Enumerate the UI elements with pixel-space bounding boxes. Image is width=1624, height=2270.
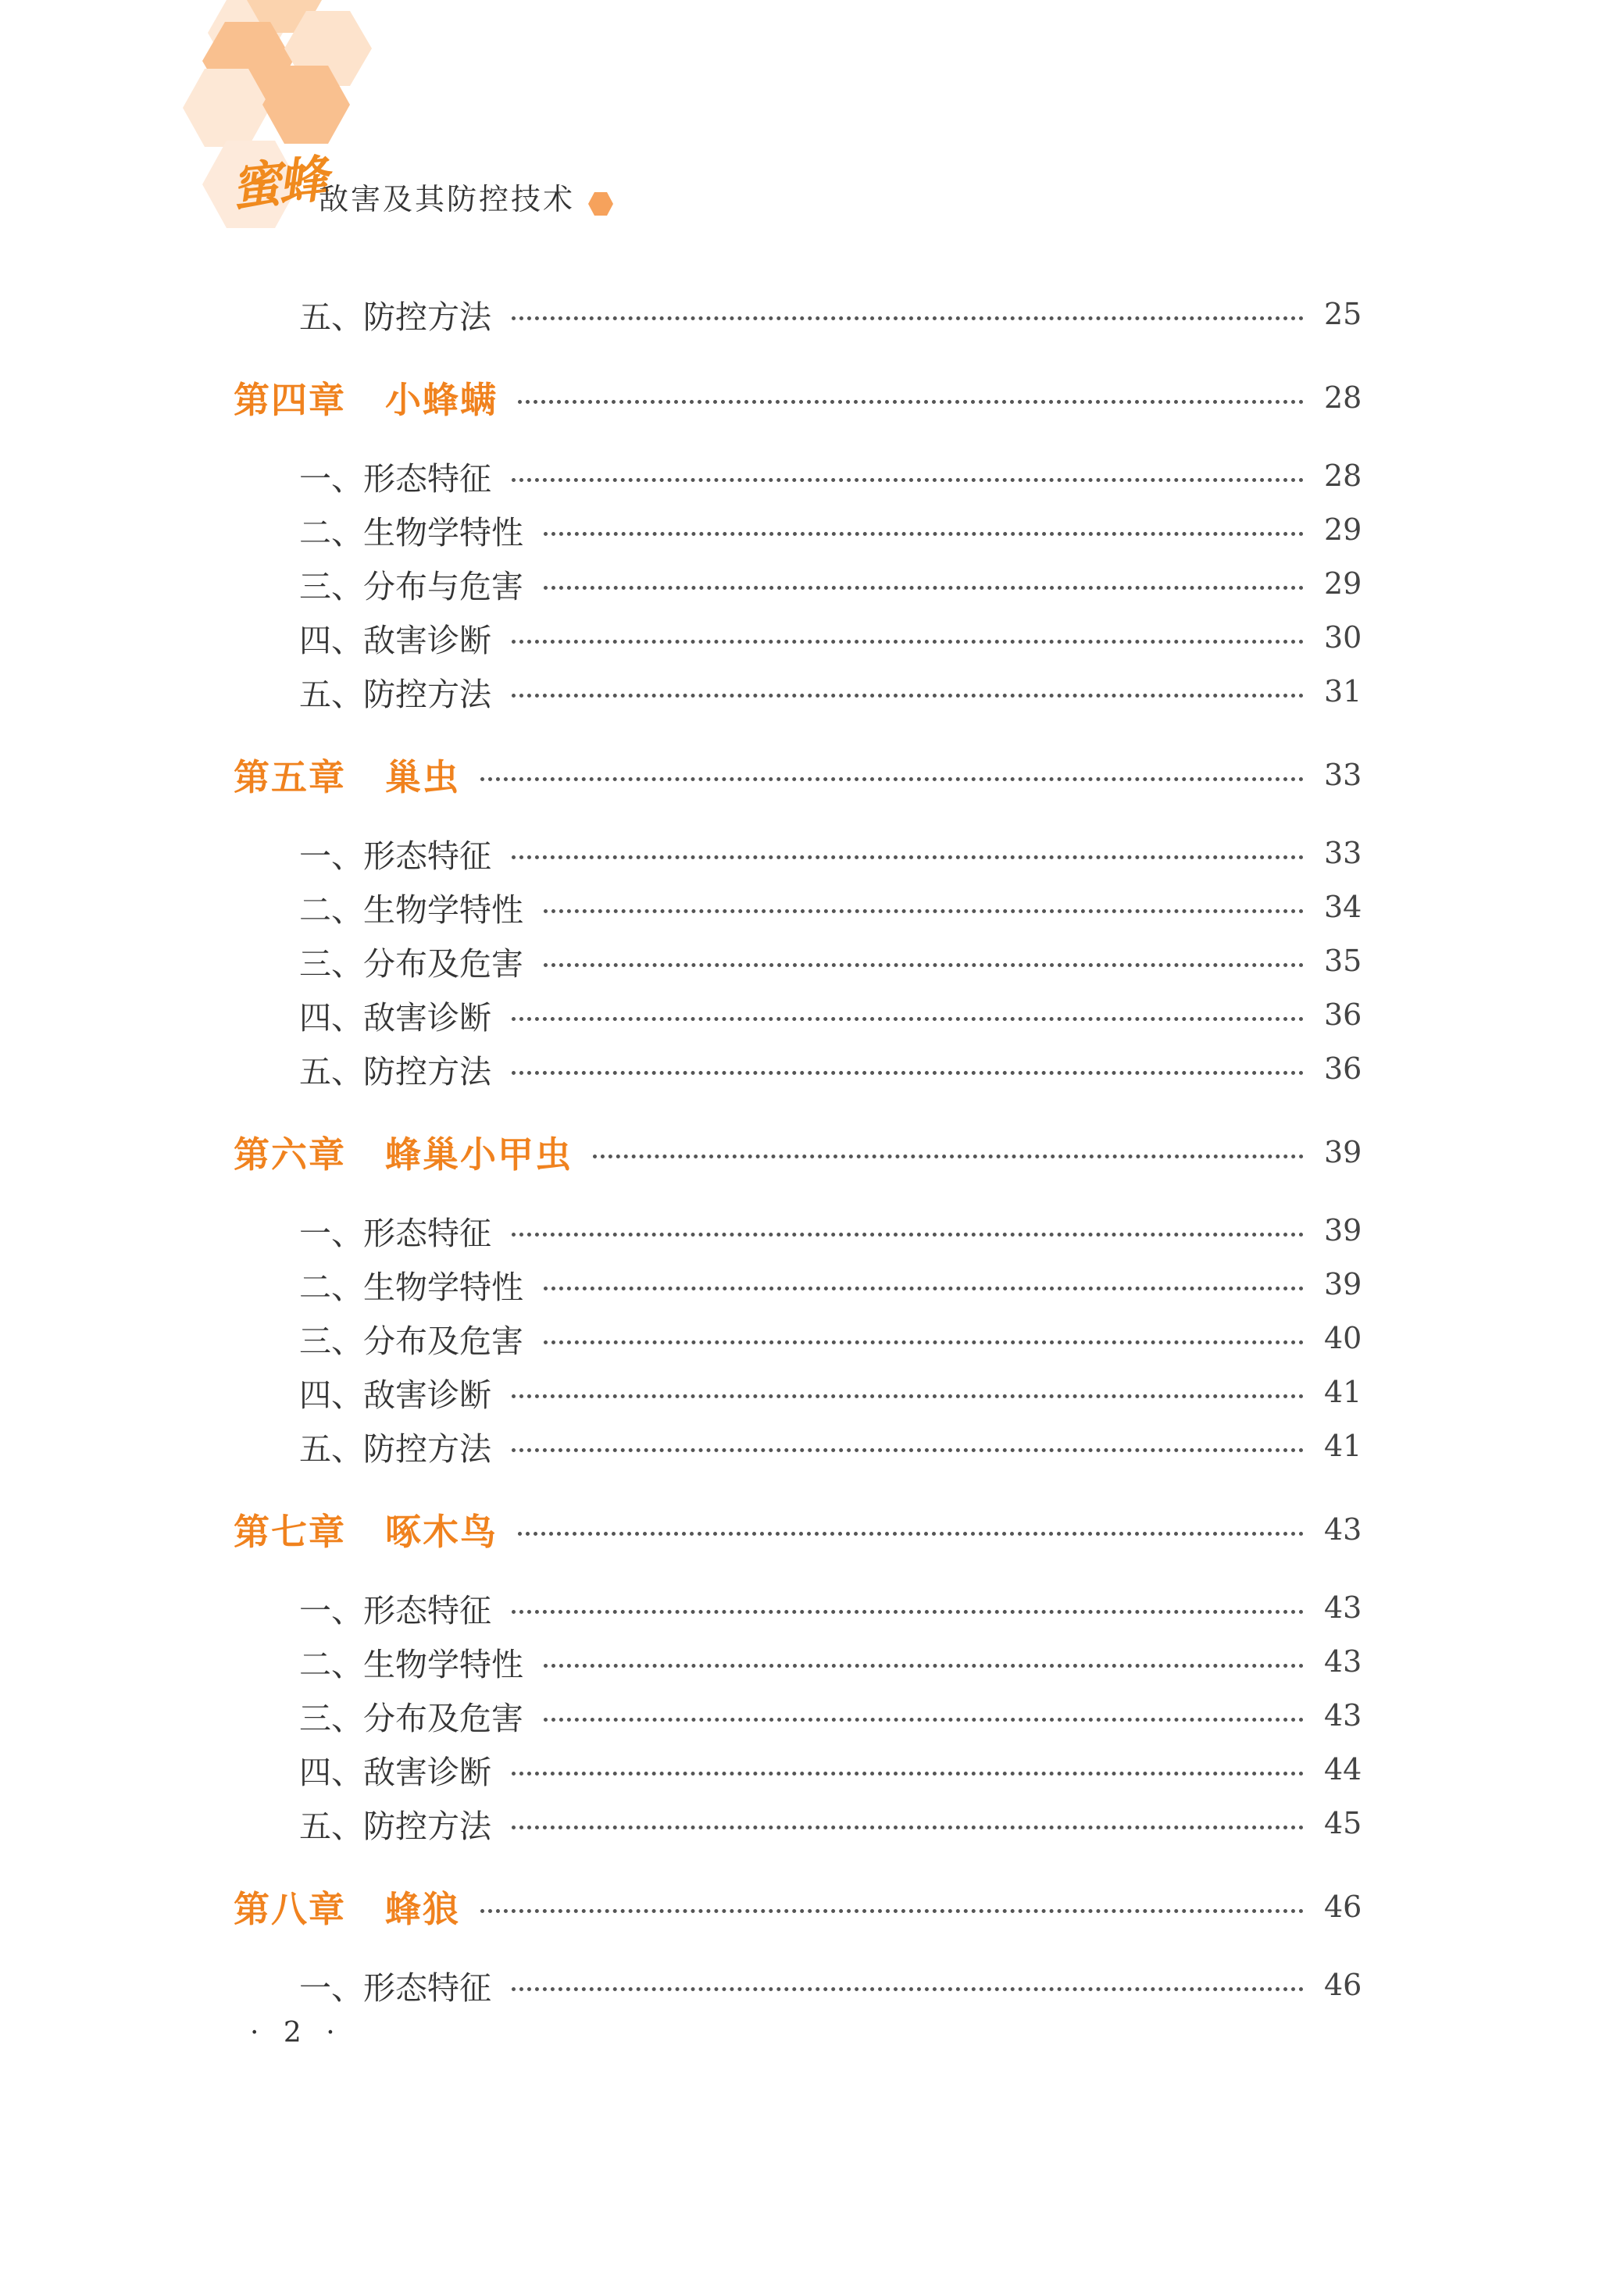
- dot-leader: [544, 963, 1304, 967]
- section-title: 一、形态特征: [299, 1214, 491, 1252]
- section-title: 五、防控方法: [299, 298, 491, 336]
- toc-section-entry: [299, 1638, 1362, 1685]
- section-title: 四、敌害诊断: [299, 998, 491, 1037]
- section-title: 二、生物学特性: [299, 1645, 523, 1683]
- toc-page-number: 33: [1324, 758, 1362, 792]
- page-header: [0, 0, 703, 266]
- dot-leader: [518, 1532, 1304, 1536]
- toc-section-entry: [299, 668, 1362, 715]
- toc-section-entry: [299, 614, 1362, 661]
- section-title: 四、敌害诊断: [299, 1753, 491, 1791]
- toc-page-number: 29: [1324, 566, 1362, 601]
- toc-page-number: 33: [1324, 836, 1362, 870]
- toc-section-entry: [299, 1369, 1362, 1415]
- toc-page-number: 46: [1324, 1890, 1362, 1924]
- toc-page-number: 46: [1324, 1968, 1362, 2002]
- page-number: · 2 ·: [250, 2017, 343, 2049]
- toc-page-number: 41: [1324, 1429, 1362, 1463]
- toc-page-number: 43: [1324, 1644, 1362, 1679]
- chapter-title: 小蜂螨: [385, 379, 498, 421]
- toc-page-number: 39: [1324, 1213, 1362, 1247]
- toc-section-entry: [299, 1045, 1362, 1092]
- toc-page-number: 43: [1324, 1698, 1362, 1733]
- dot-leader: [518, 400, 1304, 404]
- section-title: 二、生物学特性: [299, 1268, 523, 1306]
- toc-section-entry: [299, 830, 1362, 876]
- dot-leader: [593, 1155, 1304, 1158]
- chapter-title: 蜂狼: [385, 1888, 460, 1930]
- chapter-number: 第六章: [234, 1133, 346, 1176]
- toc-section-entry: [299, 506, 1362, 553]
- dot-leader: [544, 1664, 1304, 1668]
- dot-leader: [512, 1448, 1304, 1452]
- dot-leader: [544, 532, 1304, 536]
- toc-page-number: 36: [1324, 1051, 1362, 1086]
- dot-leader: [544, 1718, 1304, 1722]
- section-title: 四、敌害诊断: [299, 621, 491, 659]
- toc-section-entry: [299, 1261, 1362, 1308]
- dot-leader: [544, 909, 1304, 913]
- toc-section-entry: [299, 1961, 1362, 2008]
- dot-leader: [544, 1340, 1304, 1344]
- section-title: 三、分布及危害: [299, 1322, 523, 1360]
- dot-leader: [512, 1987, 1304, 1991]
- toc-chapter-entry: [234, 1506, 1362, 1553]
- toc-page-number: 36: [1324, 998, 1362, 1032]
- dot-leader: [512, 1772, 1304, 1776]
- dot-leader: [544, 586, 1304, 590]
- toc-section-entry: [299, 1800, 1362, 1847]
- toc-section-entry: [299, 991, 1362, 1038]
- toc-page-number: 31: [1324, 674, 1362, 708]
- section-title: 一、形态特征: [299, 459, 491, 498]
- section-title: 五、防控方法: [299, 1429, 491, 1468]
- toc-section-entry: [299, 291, 1362, 337]
- section-title: 五、防控方法: [299, 675, 491, 713]
- toc-chapter-entry: [234, 1129, 1362, 1176]
- toc-page-number: 28: [1324, 380, 1362, 415]
- section-title: 三、分布及危害: [299, 1699, 523, 1737]
- section-title: 五、防控方法: [299, 1052, 491, 1090]
- toc-section-entry: [299, 937, 1362, 984]
- section-title: 二、生物学特性: [299, 513, 523, 551]
- toc-page-number: 44: [1324, 1752, 1362, 1786]
- toc-page-number: 39: [1324, 1135, 1362, 1169]
- toc-page-number: 39: [1324, 1267, 1362, 1301]
- toc-page-number: 45: [1324, 1806, 1362, 1840]
- section-title: 三、分布及危害: [299, 944, 523, 983]
- toc-chapter-entry: [234, 1883, 1362, 1930]
- toc-page-number: 41: [1324, 1375, 1362, 1409]
- section-title: 三、分布与危害: [299, 567, 523, 605]
- chapter-number: 第八章: [234, 1888, 346, 1930]
- toc-page-number: 30: [1324, 620, 1362, 655]
- toc-page-number: 35: [1324, 944, 1362, 978]
- dot-leader: [512, 1071, 1304, 1075]
- dot-leader: [512, 1017, 1304, 1021]
- toc-page-number: 29: [1324, 512, 1362, 547]
- dot-leader: [512, 855, 1304, 859]
- dot-leader: [512, 1826, 1304, 1829]
- toc-page-number: 28: [1324, 459, 1362, 493]
- chapter-number: 第四章: [234, 379, 346, 421]
- toc-page-number: 43: [1324, 1512, 1362, 1547]
- dot-leader: [512, 640, 1304, 644]
- section-title: 一、形态特征: [299, 1591, 491, 1629]
- dot-leader: [512, 1394, 1304, 1398]
- running-head-title: 敌害及其防控技术: [319, 182, 576, 216]
- toc-page-number: 34: [1324, 890, 1362, 924]
- dot-leader: [512, 316, 1304, 320]
- chapter-number: 第五章: [234, 756, 346, 798]
- toc-page-number: 40: [1324, 1321, 1362, 1355]
- toc-section-entry: [299, 1422, 1362, 1469]
- section-title: 五、防控方法: [299, 1807, 491, 1845]
- section-title: 一、形态特征: [299, 837, 491, 875]
- toc-section-entry: [299, 883, 1362, 930]
- chapter-title: 巢虫: [385, 756, 460, 798]
- chapter-title: 蜂巢小甲虫: [385, 1133, 573, 1176]
- dot-leader: [480, 1909, 1304, 1913]
- dot-leader: [512, 1233, 1304, 1237]
- toc-page-number: 43: [1324, 1590, 1362, 1625]
- section-title: 一、形态特征: [299, 1968, 491, 2007]
- dot-leader: [512, 1610, 1304, 1614]
- toc-section-entry: [299, 1692, 1362, 1739]
- brand-logo: 蜜蜂: [228, 149, 328, 219]
- toc-section-entry: [299, 452, 1362, 499]
- chapter-title: 啄木鸟: [385, 1511, 498, 1553]
- dot-leader: [512, 478, 1304, 482]
- toc-chapter-entry: [234, 751, 1362, 798]
- toc-section-entry: [299, 1315, 1362, 1362]
- toc-chapter-entry: [234, 374, 1362, 421]
- dot-leader: [544, 1287, 1304, 1290]
- toc-section-entry: [299, 1207, 1362, 1254]
- hexagon-bullet-icon: [587, 191, 614, 217]
- chapter-number: 第七章: [234, 1511, 346, 1553]
- honeycomb-decoration: [0, 0, 406, 266]
- section-title: 四、敌害诊断: [299, 1376, 491, 1414]
- toc-page-number: 25: [1324, 297, 1362, 331]
- toc-section-entry: [299, 560, 1362, 607]
- section-title: 二、生物学特性: [299, 891, 523, 929]
- dot-leader: [480, 777, 1304, 781]
- toc-section-entry: [299, 1584, 1362, 1631]
- dot-leader: [512, 694, 1304, 698]
- toc-section-entry: [299, 1746, 1362, 1793]
